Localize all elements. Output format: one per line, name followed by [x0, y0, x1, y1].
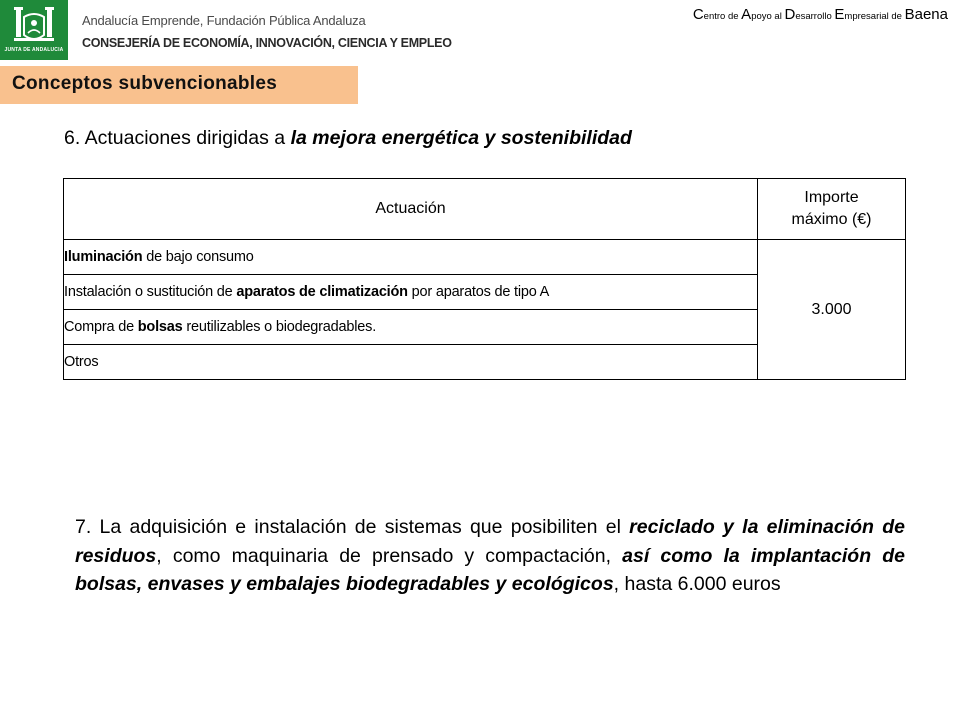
subheading-emphasis: la mejora energética y sostenibilidad [290, 127, 632, 149]
cade-initial: A [741, 6, 752, 23]
cade-word: mpresarial de [844, 11, 905, 22]
actions-table [63, 178, 906, 380]
para-emphasis: reciclado y la eliminación de residuos [75, 516, 905, 567]
cade-word: poyo al [751, 11, 785, 22]
ministry-name: CONSEJERÍA DE ECONOMÍA, INNOVACIÓN, CIENCIA Y EMPLEO [82, 36, 452, 50]
para-emphasis: así como la implantación de bolsas, envases y embalajes biodegradables y ecológicos [75, 544, 905, 595]
action-cell [64, 345, 758, 380]
header-amount [758, 179, 906, 240]
para-text: 7. La adquisición e instalación de sistemas que posibiliten el [75, 516, 630, 538]
coat-of-arms-icon [12, 5, 56, 45]
action-text: Instalación o sustitución de [64, 284, 237, 300]
table-row [64, 240, 906, 275]
header-amount-line1: Importe [804, 189, 859, 206]
action-cell [64, 275, 758, 310]
action-keyword: Iluminación [64, 249, 143, 265]
cade-initial: E [834, 6, 845, 23]
subheading-text: 6. Actuaciones dirigidas a [64, 127, 291, 149]
org-name: Andalucía Emprende, Fundación Pública Andaluza [82, 13, 366, 28]
action-text: de bajo consumo [142, 249, 254, 265]
para-text: , como maquinaria de prensado y compactación, [156, 544, 623, 567]
amount-cell: 3.000 [758, 240, 906, 380]
cade-initial: B [904, 6, 915, 23]
cade-word: aena [914, 6, 948, 23]
action-keyword: aparatos de climatización [236, 284, 408, 300]
table-header-row [64, 179, 906, 240]
action-text: reutilizables o biodegradables. [182, 319, 377, 335]
page-header [0, 0, 960, 62]
para-text: , hasta 6.000 euros [613, 573, 781, 595]
junta-andalucia-logo [0, 0, 68, 60]
header-action: Actuación [64, 179, 758, 240]
cade-label [693, 6, 948, 23]
action-cell [64, 310, 758, 345]
section-title: Conceptos subvencionables [12, 73, 278, 94]
action-cell [64, 240, 758, 275]
paragraph-7 [75, 513, 905, 599]
cade-initial: C [692, 6, 704, 23]
header-amount-line2: máximo (€) [791, 211, 872, 228]
cade-word: esarrollo [795, 11, 835, 22]
cade-word: entro de [703, 11, 742, 22]
cade-initial: D [784, 6, 796, 23]
section-tag [0, 66, 358, 104]
logo-caption: JUNTA DE ANDALUCIA [4, 47, 64, 53]
subheading [64, 127, 632, 150]
action-text: por aparatos de tipo A [407, 284, 550, 300]
action-text: Compra de [64, 319, 138, 335]
action-keyword: bolsas [137, 319, 183, 335]
action-text: Otros [64, 354, 99, 370]
